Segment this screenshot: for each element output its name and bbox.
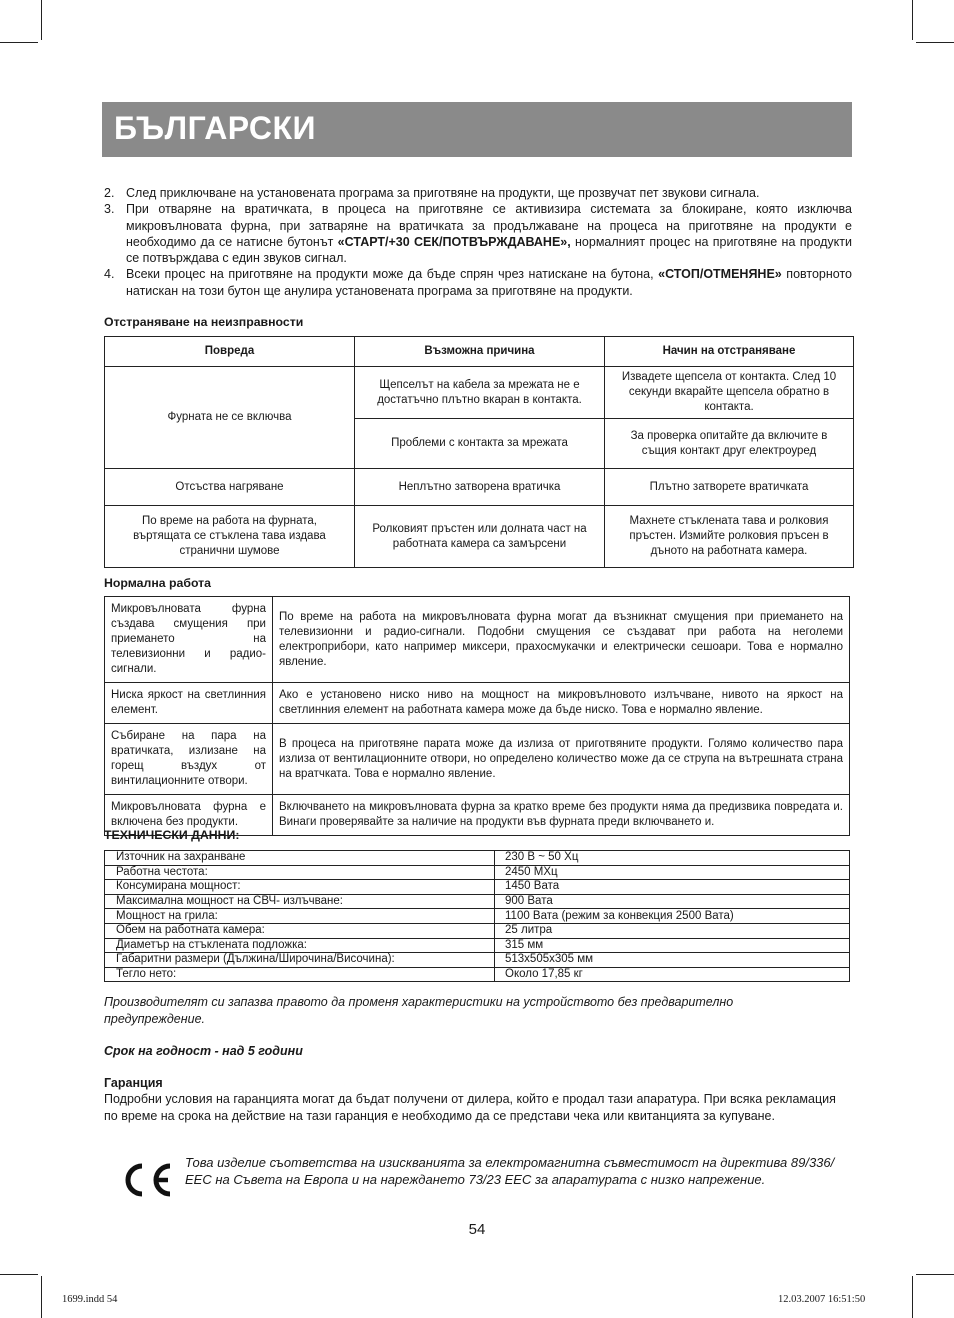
normal-operation-table	[104, 596, 850, 836]
ce-mark-icon	[118, 1160, 174, 1200]
crop-mark	[916, 42, 954, 43]
fix-cell: Махнете стъклената тава и ролковия пръстен. Измийте ролковия пръсен в дъното на работната камера.	[605, 506, 854, 568]
spec-value: 230 В ~ 50 Хц	[495, 851, 850, 866]
step-item	[104, 185, 852, 201]
step-text: повторното натискан на този бутон ще анулира установената програма за приготвяне на продукти.	[126, 267, 852, 298]
spec-label: Мощност на грила:	[105, 909, 495, 924]
spec-label: Работна честота:	[105, 865, 495, 880]
phenomenon-cell: Събиране на пара на вратичката, излизане на горещ въздух от винтилационните отвори.	[105, 724, 273, 795]
table-row	[105, 597, 850, 683]
table-row	[105, 967, 850, 982]
table-row	[105, 938, 850, 953]
crop-mark	[0, 42, 38, 43]
spec-label: Тегло нето:	[105, 967, 495, 982]
instruction-steps	[104, 185, 852, 299]
table-row	[105, 724, 850, 795]
specs-table	[104, 850, 850, 982]
cause-cell: Щепселът на кабела за мрежата не е достатъчно плътно вкаран в контакта.	[355, 367, 605, 419]
spec-label: Габаритни размери (Дължина/Широчина/Височина):	[105, 953, 495, 968]
column-header: Начин на отстраняване	[605, 337, 854, 367]
shelf-life: Срок на годност - над 5 години	[104, 1044, 303, 1058]
spec-value: 1450 Вата	[495, 880, 850, 895]
step-item	[104, 266, 852, 299]
spec-label: Диаметър на стъклената подложка:	[105, 938, 495, 953]
page-number: 54	[468, 1221, 486, 1238]
crop-mark	[912, 0, 913, 40]
table-row	[105, 953, 850, 968]
date-slug: 12.03.2007 16:51:50	[778, 1294, 866, 1305]
step-number: 2.	[104, 186, 115, 200]
table-row	[105, 865, 850, 880]
troubleshooting-title: Отстраняване на неизправности	[104, 315, 304, 329]
explanation-cell: В процеса на приготвяне парата може да излиза от приготвяните продукти. Голямо количество пара излиза от вентилационните отвори, но определено количество може да се струпа на вътрешната страна на вратчката. Това е нормално явление.	[273, 724, 850, 795]
crop-mark	[41, 0, 42, 40]
column-header: Повреда	[105, 337, 355, 367]
table-row	[105, 894, 850, 909]
normal-operation-title: Нормална работа	[104, 576, 212, 590]
specs-title: ТЕХНИЧЕСКИ ДАННИ:	[104, 828, 240, 842]
crop-mark	[916, 1274, 954, 1275]
table-row	[105, 923, 850, 938]
spec-value: 315 мм	[495, 938, 850, 953]
crop-mark	[0, 1274, 38, 1275]
spec-value: 25 литра	[495, 923, 850, 938]
spec-label: Максимална мощност на СВЧ- излъчване:	[105, 894, 495, 909]
table-row	[105, 469, 854, 506]
language-header	[102, 102, 852, 157]
step-number: 3.	[104, 202, 115, 217]
step-number: 4.	[104, 267, 115, 282]
spec-value: 513х505х305 мм	[495, 953, 850, 968]
fix-cell: Плътно затворете вратичката	[605, 469, 854, 506]
table-row	[105, 683, 850, 724]
button-reference: «СТАРТ/+30 СЕК/ПОТВЪРЖДАВАНЕ»,	[337, 234, 571, 249]
step-item	[104, 201, 852, 266]
spec-label: Обем на работната камера:	[105, 923, 495, 938]
page-title: БЪЛГАРСКИ	[114, 110, 316, 146]
explanation-cell: Ако е установено ниско ниво на мощност на микровълновото излъчване, нивото на яркост на светлинния елемент на работната камера може да бъде ниско. Това е нормално явление.	[273, 683, 850, 724]
warranty-text: Подробни условия на гаранцията могат да бъдат получени от дилера, който е продал тази апаратура. При всяка рекламация по време на срока на действие на тази гаранция е необходимо да се представи чека или квитанцията за купуване.	[104, 1092, 836, 1123]
crop-mark	[912, 1276, 913, 1318]
fault-cell: Отсъства нагряване	[105, 469, 355, 506]
spec-label: Източник на захранване	[105, 851, 495, 866]
table-row	[105, 367, 854, 419]
step-text: След приключване на установената програма за приготвяне на продукти, ще прозвучат пет звукови сигнала.	[126, 186, 760, 200]
table-header-row	[105, 337, 854, 367]
file-slug: 1699.indd 54	[62, 1294, 118, 1305]
table-row	[105, 909, 850, 924]
spec-value: Около 17,85 кг	[495, 967, 850, 982]
cause-cell: Проблеми с контакта за мрежата	[355, 419, 605, 469]
spec-value: 2450 МХц	[495, 865, 850, 880]
table-row	[105, 851, 850, 866]
spec-value: 1100 Вата (режим за конвекция 2500 Вата)	[495, 909, 850, 924]
table-row	[105, 880, 850, 895]
spec-value: 900 Вата	[495, 894, 850, 909]
fix-cell: За проверка опитайте да включите в същия контакт друг електроуред	[605, 419, 854, 469]
phenomenon-cell: Ниска яркост на светлинния елемент.	[105, 683, 273, 724]
explanation-cell: Включването на микровълновата фурна за кратко време без продукти няма да предизвика повредата и. Винаги проверявайте за наличие на продукти във фурната преди включването и.	[273, 795, 850, 836]
cause-cell: Ролковият пръстен или долната част на работната камера са замърсени	[355, 506, 605, 568]
cause-cell: Неплътно затворена вратичка	[355, 469, 605, 506]
button-reference: «СТОП/ОТМЕНЯНЕ»	[658, 267, 782, 282]
troubleshooting-table	[104, 336, 854, 568]
table-row	[105, 506, 854, 568]
step-text: нормалният процес на приготвяне на продукти се потвърждава с един звуков сигнал.	[126, 234, 852, 266]
ce-compliance-text: Това изделие съответства на изискванията за електромагнитна съвместимост на директива 89/336/ ЕЕС на Съвета на Европа и на нареждането 73/23 ЕЕС за апаратурата с низко напрежение.	[185, 1155, 835, 1187]
column-header: Възможна причина	[355, 337, 605, 367]
fix-cell: Извадете щепсела от контакта. След 10 секунди вкарайте щепсела обратно в контакта.	[605, 367, 854, 419]
step-text: Всеки процес на приготвяне на продукти може да бъде спрян чрез натискане на бутона,	[126, 267, 659, 282]
crop-mark	[41, 1276, 42, 1318]
manufacturer-note: Производителят си запазва правото да променя характеристики на устройството без предварително предупреждение.	[104, 995, 734, 1026]
step-text: При отваряне на вратичката, в процеса на приготвяне се активизира системата за блокиране, която изключва микровълновата фурна, при затваряне на вратичката за продължаване на процеса на приготвяне на продукти е необходимо да се натисне бутонът	[126, 202, 852, 249]
spec-label: Консумирана мощност:	[105, 880, 495, 895]
fault-cell: Фурната не се включва	[105, 367, 355, 469]
phenomenon-cell: Микровълновата фурна е включена без продукти.	[105, 795, 273, 836]
warranty-title: Гаранция	[104, 1076, 163, 1090]
fault-cell: По време на работа на фурната, въртящата се стъклена тава издава странични шумове	[105, 506, 355, 568]
phenomenon-cell: Микровълновата фурна създава смущения при приемането на телевизионни и радио-сигнали.	[105, 597, 273, 683]
explanation-cell: По време на работа на микровълновата фурна могат да възникнат смущения при приемането на телевизионни и радио-сигнали. Подобни смущения се създават при работа на неголеми електроприбори, като например миксери, прахосмукачки и електрически сешоари. Това е нормално явление.	[273, 597, 850, 683]
